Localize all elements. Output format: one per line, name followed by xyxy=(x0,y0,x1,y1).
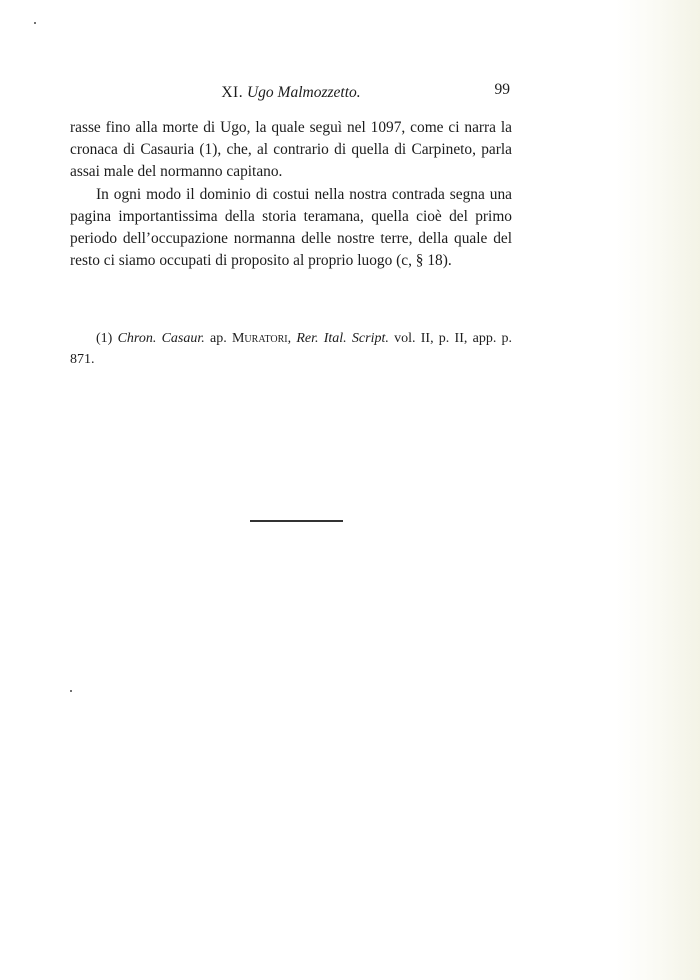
footnote-source-title: Chron. Casaur. xyxy=(117,331,205,346)
page-number: 99 xyxy=(494,81,510,98)
paragraph-continuation: rasse fino alla morte di Ugo, la quale seguì nel 1097, come ci narra la cronaca di Casauria (1), che, al contrario di quella di Carpineto, parla assai male del normanno capitano. xyxy=(70,119,512,181)
footnote xyxy=(70,328,512,370)
chapter-title: Ugo Malmozzetto. xyxy=(246,84,361,101)
footnote-collection: Rer. Ital. Script. xyxy=(296,331,389,346)
paragraph: In ogni modo il dominio di costui nella nostra contrada segna una pagina importantissima della storia teramana, quella cioè del primo periodo dell’occupazione normanna delle nostre terre, della quale del resto ci siamo occupati di proposito al proprio luogo (c, § 18). xyxy=(70,185,512,270)
footnote-author: Muratori, xyxy=(231,331,292,346)
scan-speck xyxy=(34,22,36,24)
running-header xyxy=(70,81,512,106)
chapter-heading xyxy=(70,84,512,102)
footnote-marker: (1) xyxy=(96,331,113,346)
main-text xyxy=(70,117,512,272)
scan-speck xyxy=(70,690,72,692)
footnote-text xyxy=(70,328,512,370)
footnote-rest: vol. II, p. II, app. p. 871. xyxy=(70,331,513,367)
chapter-number: XI. xyxy=(221,84,244,101)
end-rule xyxy=(250,520,343,522)
footnote-ap: ap. xyxy=(210,331,227,346)
